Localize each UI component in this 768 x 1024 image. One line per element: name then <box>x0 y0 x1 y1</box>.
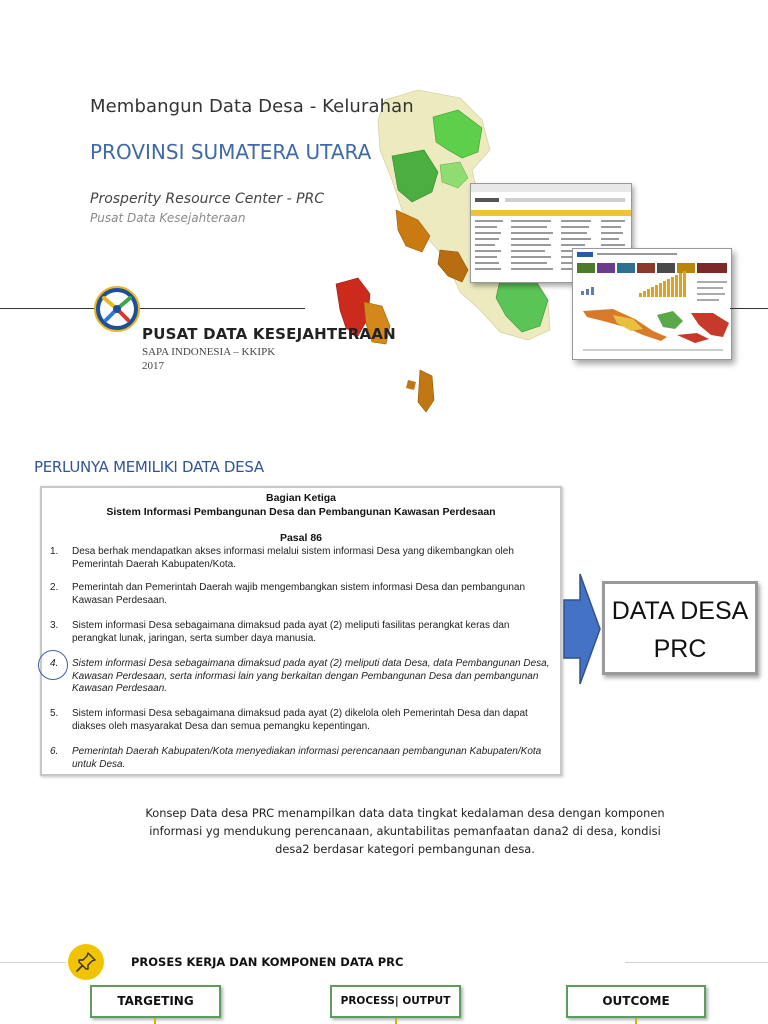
cover-slide <box>0 0 768 420</box>
divider-right <box>625 962 768 963</box>
step-outcome: OUTCOME <box>566 985 706 1018</box>
arrow-right-icon <box>562 572 602 686</box>
province-title: PROVINSI SUMATERA UTARA <box>90 140 372 164</box>
kkipk-logo-icon <box>94 286 140 332</box>
organization-name: PUSAT DATA KESEJAHTERAAN <box>142 325 396 343</box>
pushpin-badge <box>68 944 104 980</box>
article-heading: Pasal 86 <box>279 532 323 544</box>
divider-right <box>730 308 768 309</box>
document-subheading: Sistem Informasi Pembangunan Desa dan Pembangunan Kawasan Perdesaan <box>106 506 496 518</box>
cover-subtitle: Membangun Data Desa - Kelurahan <box>90 96 414 117</box>
concept-description: Konsep Data desa PRC menampilkan data data tingkat kedalaman desa dengan komponen informasi yg mendukung perencanaan, akuntabilitas pemanfaatan dana2 di desa, kondisi desa2 berdasar kategori pembangunan desa. <box>145 806 665 856</box>
regulation-excerpt: Bagian Ketiga Sistem Informasi Pembangunan Desa dan Pembangunan Kawasan Perdesaan Pasal 86 1. Desa berhak mendapatkan akses informasi melalui sistem informasi Desa yang dikembangkan oleh Pemerintah Daerah Kabupaten/Kota. 2. Pemerintah dan Pemerintah Daerah wajib mengembangkan sistem informasi Desa dan pembangunan Kawasan Perdesaan. 3. Sistem informasi Desa sebagaimana dimaksud pada ayat (2) meliputi fasilitas perangkat keras dan perangkat lunak, jaringan, serta sumber daya manusia. 4. Sistem informasi Desa sebagaimana dimaksud pada ayat (2) meliputi data Desa, data Pembangunan Desa, Kawasan Perdesaan, serta informasi lain yang berkaitan dengan Pembangunan Desa dan pembangunan Kawasan Perdesaan. 5. Sistem informasi Desa sebagaimana dimaksud pada ayat (2) dikelola oleh Pemerintah Desa dan dapat diakses oleh masyarakat Desa dan semua pemangku kepentingan. 6. Pemerintah Daerah Kabupaten/Kota menyediakan informasi perencanaan pembangunan Kabupaten/Kota untuk Desa. <box>40 486 562 776</box>
document-heading: Bagian Ketiga <box>265 492 336 504</box>
connector-tick <box>154 1018 156 1024</box>
prc-subtitle: Pusat Data Kesejahteraan <box>90 211 246 225</box>
organization-line: SAPA INDONESIA – KKIPK <box>142 346 276 358</box>
connector-tick <box>395 1018 397 1024</box>
result-line: DATA DESA <box>611 597 749 625</box>
divider-left <box>0 308 305 309</box>
step-process-output: PROCESS| OUTPUT <box>330 985 461 1018</box>
prc-title: Prosperity Resource Center - PRC <box>90 191 325 207</box>
divider-left <box>0 962 66 963</box>
dashboard-screenshot <box>572 248 732 360</box>
organization-year: 2017 <box>142 360 164 372</box>
highlight-circle <box>38 650 68 680</box>
data-desa-prc-box <box>602 581 758 675</box>
section-title-proses: PROSES KERJA DAN KOMPONEN DATA PRC <box>131 955 404 969</box>
section-title-data-desa: PERLUNYA MEMILIKI DATA DESA <box>34 458 264 476</box>
pushpin-icon <box>75 951 97 973</box>
result-line: PRC <box>653 635 707 663</box>
connector-tick <box>635 1018 637 1024</box>
step-targeting: TARGETING <box>90 985 221 1018</box>
